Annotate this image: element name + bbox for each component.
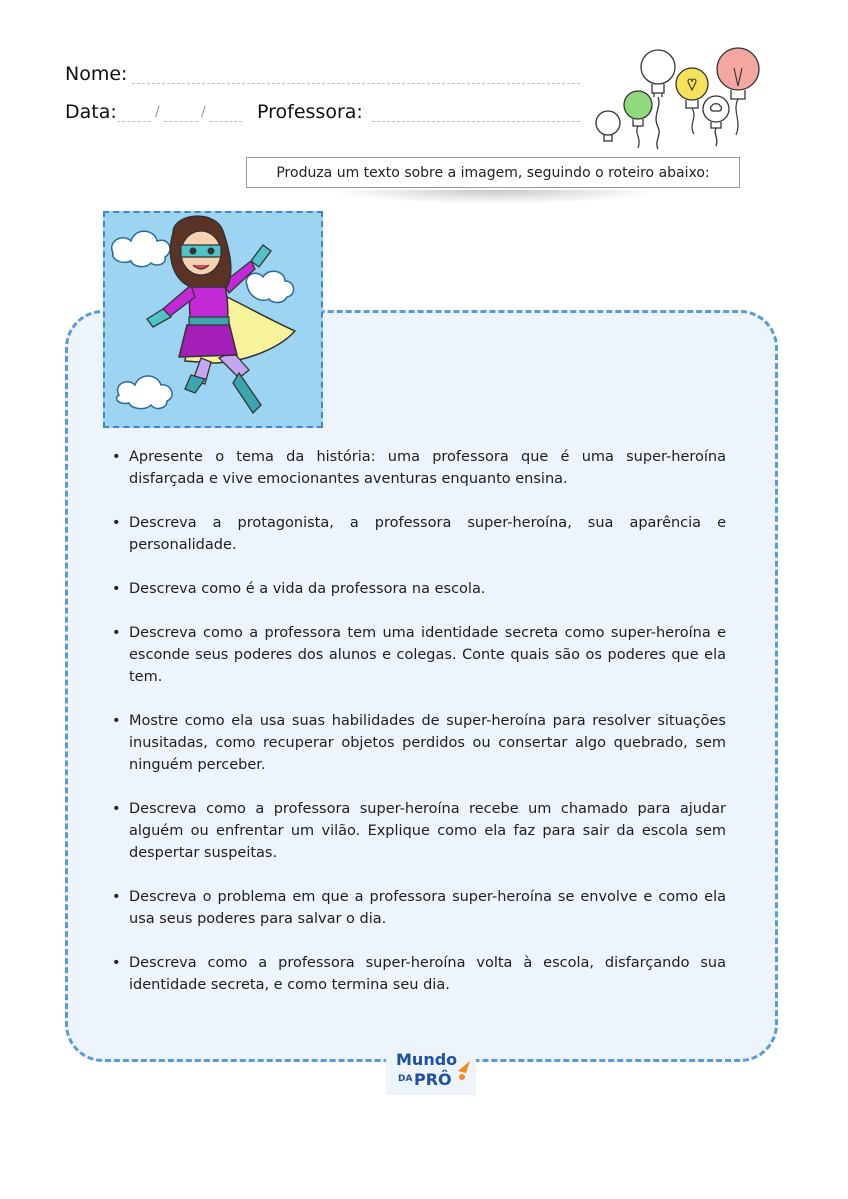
- list-item: • Descreva o problema em que a professora super-heroína se envolve e como ela usa seus poderes para salvar o dia.: [112, 886, 726, 930]
- date-separator: /: [155, 104, 160, 120]
- date-label: Data:: [65, 101, 117, 123]
- superhero-teacher-illustration: [105, 213, 320, 425]
- instruction-text: Produza um texto sobre a imagem, seguindo o roteiro abaixo:: [276, 164, 710, 181]
- lightbulbs-icon: [592, 42, 774, 152]
- prompt-list: [112, 446, 726, 1018]
- list-item: • Mostre como ela usa suas habilidades de super-heroína para resolver situações inusitadas, como recuperar objetos perdidos ou consertar algo quebrado, sem ninguém perceber.: [112, 710, 726, 776]
- list-item: • Descreva como é a vida da professora na escola.: [112, 578, 726, 600]
- date-year-field[interactable]: [210, 121, 242, 122]
- list-item: • Descreva como a professora tem uma identidade secreta como super-heroína e esconde seus poderes dos alunos e colegas. Conte quais são os poderes que ela tem.: [112, 622, 726, 688]
- mundo-da-pro-logo: [386, 1045, 476, 1095]
- logo-line3: PRÔ: [414, 1070, 452, 1089]
- illustration-frame: [103, 211, 323, 428]
- teacher-field[interactable]: [372, 121, 580, 122]
- date-day-field[interactable]: [117, 121, 151, 122]
- teacher-label: Professora:: [257, 101, 363, 123]
- name-field[interactable]: [132, 83, 580, 84]
- instruction-shadow: [330, 190, 660, 204]
- date-separator: /: [201, 104, 206, 120]
- list-item: • Descreva como a professora super-heroína recebe um chamado para ajudar alguém ou enfrentar um vilão. Explique como ela faz para sair da escola sem despertar suspeitas.: [112, 798, 726, 864]
- name-label: Nome:: [65, 63, 128, 85]
- logo-line2: DA: [398, 1074, 413, 1084]
- logo-line1: Mundo: [396, 1050, 458, 1069]
- date-month-field[interactable]: [164, 121, 198, 122]
- instruction-box: [246, 157, 740, 188]
- list-item: • Descreva a protagonista, a professora super-heroína, sua aparência e personalidade.: [112, 512, 726, 556]
- list-item: • Descreva como a professora super-heroína volta à escola, disfarçando sua identidade secreta, e como termina seu dia.: [112, 952, 726, 996]
- list-item: • Apresente o tema da história: uma professora que é uma super-heroína disfarçada e vive emocionantes aventuras enquanto ensina.: [112, 446, 726, 490]
